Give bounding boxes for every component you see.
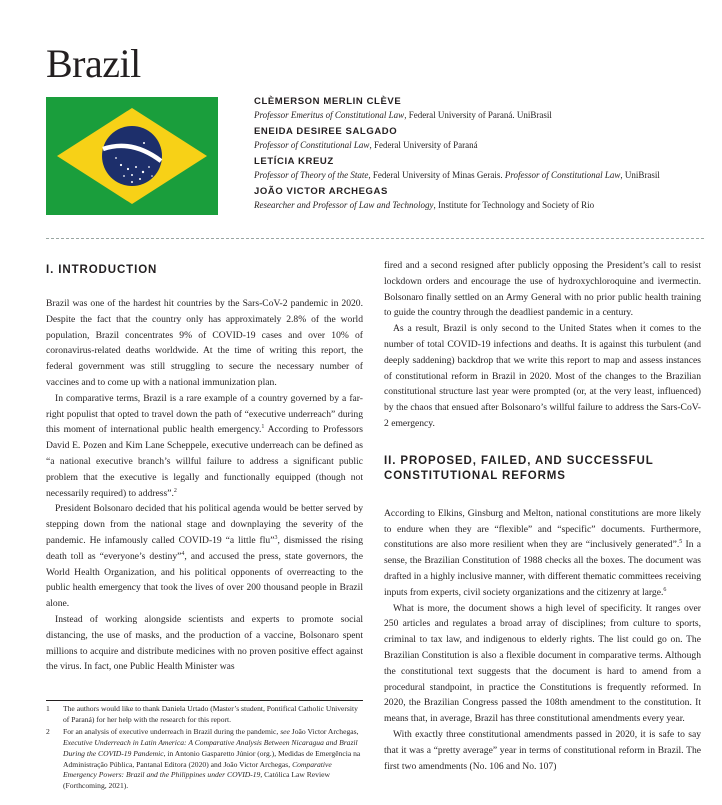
page-title: Brazil bbox=[46, 41, 141, 86]
paragraph: According to Elkins, Ginsburg and Melton, national constitutions are more likely to endure when they are “flexible” and “specific” documents. Furthermore, constitutions are also more resilient when they are “inclusively generated”.$^5$ In a sense, the Brazilian Constitution of 1988 checks all the boxes. The document was drafted in a highly inclusive manner, with different thematic committees receiving inputs from experts, civil society organizations and the citizenry at large.$^6$ bbox=[384, 507, 701, 598]
footnote-ref[interactable]: 4 bbox=[181, 550, 185, 557]
paragraph: In comparative terms, Brazil is a rare example of a country governed by a far-right populist that opted to travel down the path of “executive underreach” during this moment of international public health emergency.$^1$ According to Professors David E. Pozen and Kim Lane Scheppele, executive underreach can be defined as “a national executive branch’s willful failure to address a significant public problem that the executive is legally and functionally equipped (though not necessarily required) to address”.$^2$ bbox=[46, 392, 363, 499]
paragraph: Instead of working alongside scientists and experts to promote social distancing, the use of masks, and the production of a vaccine, Bolsonaro spent millions to acquire and distribute medicines with no proven positive effect against the virus. In fact, one Public Health Minister was bbox=[46, 613, 363, 673]
paragraph: With exactly three constitutional amendments passed in 2020, it is safe to say that it was a “pretty average” year in terms of constitutional reform in Brazil. The first two amendments (No. 106 and No. 107) bbox=[384, 728, 701, 772]
paragraph: fired and a second resigned after publicly opposing the President’s call to resist lockdown orders and encourage the use of hydroxychloroquine and ivermectin. Bolsonaro finally settled on an Army General with no prior public health training to guide the country through the deadliest pandemic in a century. bbox=[384, 260, 701, 319]
author-name: JOÃO VICTOR ARCHEGAS bbox=[254, 186, 388, 197]
author-affiliation: Professor of Constitutional Law, Federal University of Paraná bbox=[254, 140, 478, 150]
author-name: CLÈMERSON MERLIN CLÈVE bbox=[254, 96, 402, 107]
footnote: 2 For an analysis of executive underreach in Brazil during the pandemic, see João Victor Archegas, Executive Underreach in Latin America: A Comparative Analysis Between Nicaragua and Brazil During the COVID-19 Pandemic, in Antonio Gasparetto Júnior (org.), Medidas de Emergência na Administração Pública, Pantanal Editora (2020) and João Victor Archegas, Comparative Emergency Powers: Brazil and the Philippines under COVID-19, Católica Law Review (Forthcoming, 2021). bbox=[46, 726, 361, 791]
footnote-rule bbox=[46, 700, 363, 701]
brazil-flag-icon bbox=[46, 97, 218, 215]
left-column bbox=[46, 263, 363, 675]
author-list bbox=[254, 95, 704, 212]
footnote-ref[interactable]: 2 bbox=[173, 487, 177, 494]
footnote-ref[interactable]: 1 bbox=[261, 424, 265, 431]
section-heading-introduction: I. INTRODUCTION bbox=[46, 264, 158, 276]
author-affiliation: Professor Emeritus of Constitutional Law, Federal University of Paraná. UniBrasil bbox=[254, 110, 552, 120]
footnote-ref[interactable]: 3 bbox=[274, 534, 278, 541]
section-divider bbox=[46, 238, 704, 239]
footnote-ref[interactable]: 5 bbox=[679, 539, 683, 546]
section-heading-constitutional-reforms: II. PROPOSED, FAILED, AND SUCCESSFUL CONSTITUTIONAL REFORMS bbox=[384, 454, 654, 482]
author-affiliation: Professor of Theory of the State, Federal University of Minas Gerais. Professor of Constitutional Law, UniBrasil bbox=[254, 170, 660, 180]
paragraph: President Bolsonaro decided that his political agenda would be better served by stepping down from the national stage and downplaying the severity of the pandemic. He infamously called COVID-19 “a little flu”$^3$, dismissed the rising death toll as “everyone’s destiny”$^4$, and accused the press, state governors, the World Health Organization, and his political opponents of overreacting to the public health emergency that took the lives of over 200 thousand people in Brazil alone. bbox=[46, 503, 364, 610]
paragraph: As a result, Brazil is only second to the United States when it comes to the number of total COVID-19 infections and deaths. It is against this turbulent (and deeply saddening) backdrop that we write this report to map and assess instances of constitutional reform in Brazil in 2020. Most of the changes to the Brazilian constitutional structure last year were prompted (or, at the very least, influenced) by the chaos that ensued after Bolsonaro’s willful failure to address the Sars-CoV-2 emergency. bbox=[384, 323, 701, 429]
footnote: 1 The authors would like to thank Daniela Urtado (Master’s student, Pontifical Catholic University of Paraná) for her help with the research for this report. bbox=[46, 704, 358, 724]
footnotes bbox=[46, 704, 363, 793]
author-name: LETÍCIA KREUZ bbox=[254, 156, 334, 167]
footnote-ref[interactable]: 6 bbox=[663, 586, 667, 593]
author-name: ENEIDA DESIREE SALGADO bbox=[254, 126, 398, 137]
author-affiliation: Researcher and Professor of Law and Technology, Institute for Technology and Society of Rio bbox=[254, 200, 595, 210]
paragraph: What is more, the document shows a high level of specificity. It ranges over 250 articles and regulates a broad array of disciplines; from culture to sports, criminal to tax law, and indigenous to elderly rights. The list could go on. The Brazilian Constitution is also a flexible document in comparative terms. Although the constitutional text suggests that the document is hard to amend from a procedural standpoint, in practice the Constitutions is frequently reformed. In 2020, the Brazilian Congress passed the 108th amendment to the constitution. It means that, in average, Brazil has three constitutional amendments every year. bbox=[384, 602, 701, 725]
right-column bbox=[384, 258, 701, 774]
paragraph: Brazil was one of the hardest hit countries by the Sars-CoV-2 pandemic in 2020. Despite the fact that the country only has approximately 2.8% of the world population, Brazil concentrates 9% of COVID-19 cases and over 10% of coronavirus-related deaths worldwide. At the time of writing this report, the federal government was still struggling to secure the necessary number of vaccines and to come up with a national immunization plan. bbox=[46, 298, 363, 388]
